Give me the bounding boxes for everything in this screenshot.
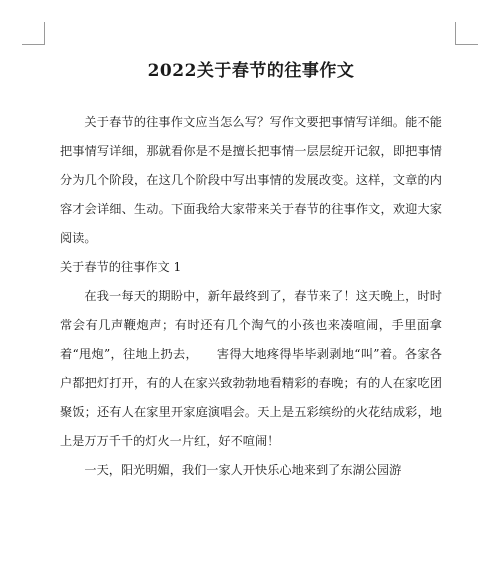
- page-title: 2022关于春节的往事作文: [147, 61, 355, 81]
- document-body: [60, 60, 442, 485]
- crop-mark-top-left: [22, 22, 45, 45]
- body-paragraph-2: 一天，阳光明媚，我们一家人开快乐心地来到了东湖公园游: [84, 463, 402, 477]
- crop-mark-top-right: [455, 22, 478, 45]
- intro-paragraph: 关于春节的往事作文应当怎么写？写作文要把事情写详细。能不能把事情写详细，那就看你是不是擅长把事情一层层绽开记叙，即把事情分为几个阶段，在这几个阶段中写出事情的发展改变。这样，文章的内容才会详细、生动。下面我给大家带来关于春节的往事作文，欢迎大家阅读。: [60, 115, 442, 245]
- body-paragraph-1: 在我一每天的期盼中，新年最终到了，春节来了！这天晚上，时时常会有几声鞭炮声；有时还有几个淘气的小孩也来凑喧闹，手里面拿着“甩炮”，往地上扔去， 害得大地疼得毕毕剥剥地“叫”着。各家各户都把灯打开，有的人在家兴致勃勃地看精彩的春晚；有的人在家吃团聚饭；还有人在家里开家庭演唱会。天上是五彩缤纷的火花结成彩，地上是万万千千的灯火一片红，好不喧闹！: [60, 289, 442, 448]
- section-heading: 关于春节的往事作文 1: [60, 260, 182, 274]
